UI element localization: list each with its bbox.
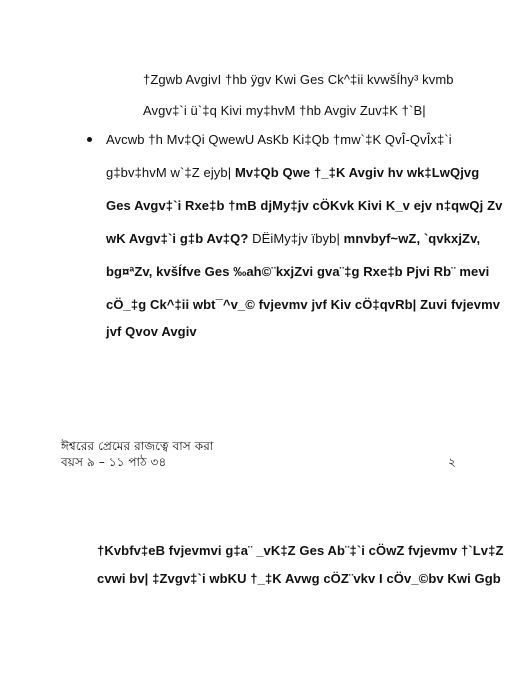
bullet-line-4: [106, 231, 480, 247]
bullet-line-2-bold: Mv‡Qb Qwe †_‡K Avgiv hv wk‡LwQjvg: [234, 165, 480, 180]
intro-line-2: Avgv‡`i ü`‡q Kivi my‡hvM †hb Avgiv Zuv‡K †`B|: [143, 103, 426, 118]
bullet-line-6: cÖ_‡g Ck^‡ii wbt¯^v_© fvjevmv jvf Kiv cÖ‡qvRb| Zuvi fvjevmv: [106, 297, 501, 312]
page2-line-1: †Kvbfv‡eB fvjevmvi g‡a¨ _vK‡Z Ges Ab¨‡`i cÖwZ fvjevmv †`Lv‡Z: [97, 543, 504, 558]
bullet-line-7: jvf Qvov Avgiv: [106, 324, 197, 339]
bullet-line-2: [106, 165, 479, 181]
bullet-line-4-bold2: mnvbyf~wZ, `qvkxjZv,: [343, 231, 481, 246]
bullet-line-3: Ges Avgv‡`i Rxe‡b †mB djMy‡jv cÖKvk Kivi K_v ejv n‡qwQj Zv: [106, 198, 503, 213]
page-number: ২: [448, 455, 456, 469]
bullet-line-1: Avcwb †h Mv‡Qi QwewU AsKb Ki‡Qb †mw`‡K QvÎ-QvÎx‡`i: [106, 132, 452, 147]
bullet-marker: [87, 137, 92, 142]
footer-subtitle: বয়স ৯ – ১১ পাঠ ৩৪: [61, 455, 167, 469]
bullet-line-5: bg¤ªZv, kvšÍfve Ges ‰ah©¨kxjZvi gva¨‡g Rxe‡b Pjvi Rb¨ mevi: [106, 264, 490, 279]
page2-line-2: cvwi bv| ‡Zvgv‡`i wbKU †_‡K Avwg cÖZ¨vkv I cÖv_©bv Kwi Ggb: [97, 571, 501, 586]
bullet-line-4-normal: DËiMy‡jv ïbyb|: [248, 231, 344, 246]
bullet-line-2-normal: g‡bv‡hvM w`‡Z ejyb|: [106, 165, 235, 180]
bullet-line-4-bold: wK Avgv‡`i g‡b Av‡Q?: [106, 231, 249, 246]
footer-title: ঈশ্বরের প্রেমের রাজত্বে বাস করা: [61, 439, 214, 453]
intro-line-1: †Zgwb AvgivI †hb ÿgv Kwi Ges Ck^‡ii kvwšÍhy³ kvmb: [143, 72, 454, 87]
